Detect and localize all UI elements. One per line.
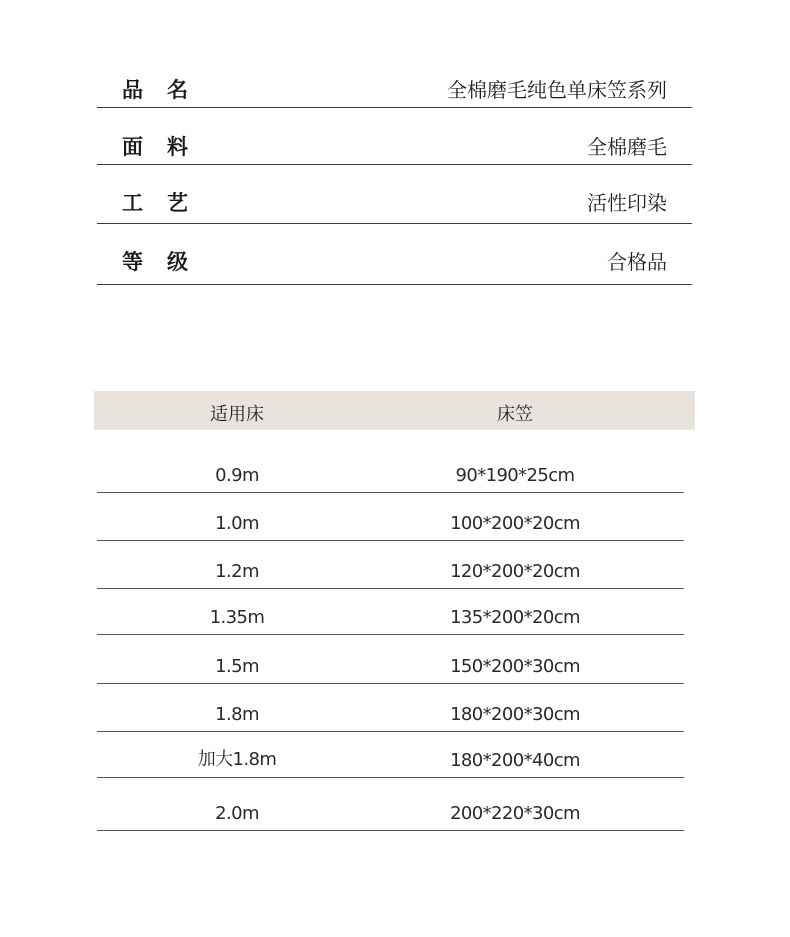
bed-size-cell: 1.35m bbox=[209, 607, 265, 628]
sheet-size-cell: 180*200*30cm bbox=[450, 704, 580, 725]
spec-value: 全棉磨毛纯色单床笠系列 bbox=[447, 78, 667, 102]
spec-value: 活性印染 bbox=[587, 191, 667, 215]
spec-row-fabric bbox=[97, 108, 692, 165]
sheet-size-cell: 100*200*20cm bbox=[450, 513, 580, 534]
bed-size-cell: 0.9m bbox=[215, 465, 259, 486]
bed-size-cell: 1.5m bbox=[215, 656, 259, 677]
bed-size-cell: 加大1.8m bbox=[197, 749, 277, 770]
bed-size-cell: 1.8m bbox=[215, 704, 259, 725]
spec-label: 品名 bbox=[122, 78, 212, 102]
bed-size-cell: 2.0m bbox=[215, 803, 259, 824]
table-row bbox=[97, 778, 684, 831]
size-table-header bbox=[94, 391, 695, 430]
spec-value: 合格品 bbox=[607, 250, 667, 274]
spec-label: 工艺 bbox=[122, 191, 212, 215]
sheet-size-cell: 135*200*20cm bbox=[450, 607, 580, 628]
table-row bbox=[97, 732, 684, 778]
table-row bbox=[97, 589, 684, 635]
table-row bbox=[97, 430, 684, 493]
spec-row-process bbox=[97, 165, 692, 224]
sheet-size-cell: 120*200*20cm bbox=[450, 561, 580, 582]
spec-label: 面料 bbox=[122, 135, 212, 159]
table-row bbox=[97, 635, 684, 684]
column-header-fitted-sheet: 床笠 bbox=[497, 404, 533, 425]
table-row bbox=[97, 684, 684, 732]
bed-size-cell: 1.0m bbox=[215, 513, 259, 534]
size-table bbox=[94, 391, 695, 824]
bed-size-cell: 1.2m bbox=[215, 561, 259, 582]
table-row bbox=[97, 541, 684, 589]
spec-label: 等级 bbox=[122, 250, 212, 274]
product-spec-list bbox=[97, 68, 692, 285]
sheet-size-cell: 150*200*30cm bbox=[450, 656, 580, 677]
spec-value: 全棉磨毛 bbox=[587, 135, 667, 159]
spec-row-name bbox=[97, 68, 692, 108]
column-header-bed: 适用床 bbox=[210, 404, 264, 425]
table-row bbox=[97, 493, 684, 541]
spec-row-grade bbox=[97, 224, 692, 285]
sheet-size-cell: 90*190*25cm bbox=[455, 465, 575, 486]
sheet-size-cell: 200*220*30cm bbox=[450, 803, 580, 824]
sheet-size-cell: 180*200*40cm bbox=[450, 750, 580, 771]
